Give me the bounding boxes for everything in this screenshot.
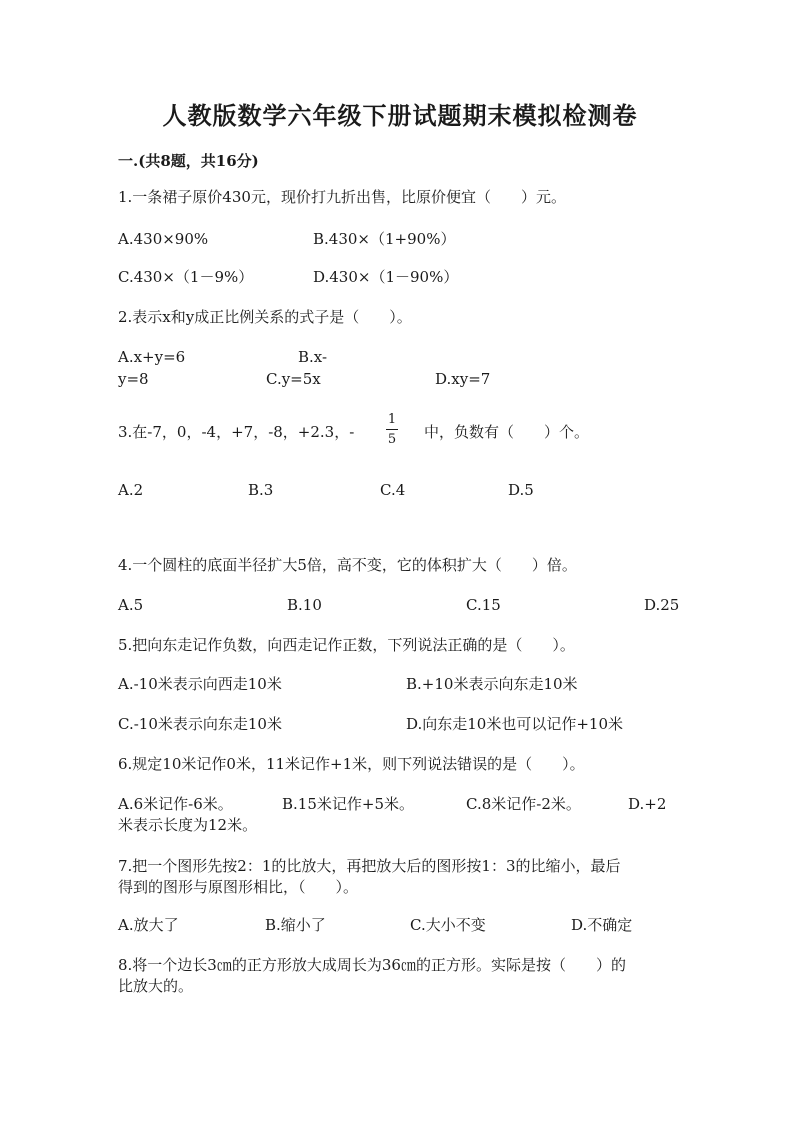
question-4-option-c: C.15 [466,596,501,614]
question-7-option-b: B.缩小了 [265,916,326,934]
fraction-denominator: 5 [387,432,397,447]
question-5-option-d: D.向东走10米也可以记作+10米 [406,715,624,733]
question-2-option-b: B.x- [298,348,328,366]
question-8-stem-line-1: 8.将一个边长3㎝的正方形放大成周长为36㎝的正方形。实际是按（ ）的 [118,956,626,974]
question-1-option-d: D.430×（1－90%） [313,268,459,286]
question-6-option-c: C.8米记作-2米。 [466,795,581,813]
question-3-option-d: D.5 [508,481,534,499]
question-7-option-a: A.放大了 [118,916,179,934]
question-1-option-b: B.430×（1+90%） [313,230,456,248]
question-4-option-b: B.10 [287,596,322,614]
question-4-option-a: A.5 [118,596,144,614]
question-7-option-d: D.不确定 [571,916,633,934]
question-5-option-a: A.-10米表示向西走10米 [118,675,282,693]
question-6-stem: 6.规定10米记作0米，11米记作+1米，则下列说法错误的是（ ）。 [118,755,585,773]
question-1-option-c: C.430×（1－9%） [118,268,254,286]
question-3-option-b: B.3 [248,481,274,499]
question-6-option-d: D.+2 [628,795,667,813]
question-6-option-a: A.6米记作-6米。 [118,795,233,813]
question-5-stem: 5.把向东走记作负数，向西走记作正数，下列说法正确的是（ ）。 [118,636,575,654]
question-7-stem-line-2: 得到的图形与原图形相比，（ ）。 [118,878,359,896]
section-heading: 一.(共8题，共16分) [118,152,259,170]
question-3-option-c: C.4 [380,481,406,499]
question-2-option-b-continued: y=8 [118,370,149,388]
question-3-stem-before: 3.在-7，0，-4，+7，-8，+2.3，- [118,423,355,441]
fraction-one-fifth [385,412,399,447]
question-3-option-a: A.2 [118,481,144,499]
question-3-stem-after: 中，负数有（ ）个。 [424,423,590,441]
question-8-stem-line-2: 比放大的。 [118,977,194,995]
question-5-option-b: B.+10米表示向东走10米 [406,675,578,693]
fraction-bar [386,429,398,430]
question-2-option-a: A.x+y=6 [118,348,186,366]
question-7-option-c: C.大小不变 [410,916,486,934]
question-1-option-a: A.430×90% [118,230,209,248]
page-title: 人教版数学六年级下册试题期末模拟检测卷 [162,101,638,130]
question-4-stem: 4.一个圆柱的底面半径扩大5倍，高不变，它的体积扩大（ ）倍。 [118,556,577,574]
question-1-stem: 1.一条裙子原价430元，现价打九折出售，比原价便宜（ ）元。 [118,188,566,206]
question-7-stem-line-1: 7.把一个图形先按2：1的比放大，再把放大后的图形按1：3的比缩小，最后 [118,857,621,875]
question-2-option-d: D.xy=7 [435,370,491,388]
fraction-numerator: 1 [387,412,397,427]
question-2-option-c: C.y=5x [266,370,321,388]
question-6-option-d-continued: 米表示长度为12米。 [118,816,258,834]
question-2-stem: 2.表示x和y成正比例关系的式子是（ ）。 [118,308,412,326]
question-5-option-c: C.-10米表示向东走10米 [118,715,282,733]
question-4-option-d: D.25 [644,596,680,614]
question-6-option-b: B.15米记作+5米。 [282,795,414,813]
